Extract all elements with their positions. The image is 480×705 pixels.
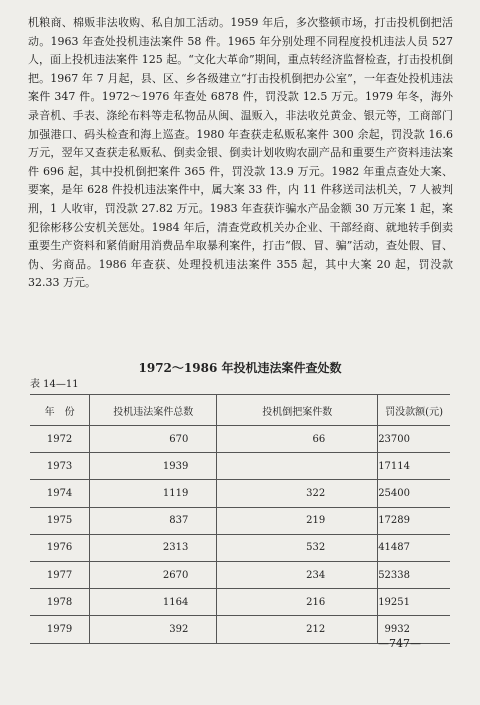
table-row: [30, 589, 450, 616]
fine-amount-cell: 23700: [378, 426, 450, 453]
total-cases-cell: 2313: [90, 534, 217, 561]
speculation-cases-cell: 212: [217, 616, 378, 643]
header-fine-amount: 罚没款额(元): [378, 395, 450, 426]
year-cell: 1979: [30, 616, 90, 643]
speculation-cases-cell: 234: [217, 561, 378, 588]
total-cases-cell: 1119: [90, 480, 217, 507]
year-cell: 1976: [30, 534, 90, 561]
case-statistics-table: [30, 394, 450, 644]
header-total-cases: 投机违法案件总数: [90, 395, 217, 426]
table-header-row: [30, 395, 450, 426]
year-cell: 1975: [30, 507, 90, 534]
total-cases-cell: 837: [90, 507, 217, 534]
table-row: [30, 426, 450, 453]
header-speculation-cases: 投机倒把案件数: [217, 395, 378, 426]
total-cases-cell: 670: [90, 426, 217, 453]
table-row: [30, 561, 450, 588]
fine-amount-cell: 19251: [378, 589, 450, 616]
year-cell: 1978: [30, 589, 90, 616]
paragraph: 机粮商、棉贩非法收购、私自加工活动。1959 年后，多次整顿市场，打击投机倒把活动。1963 年查处投机违法案件 58 件。1965 年分别处理不同程度投机违法人员 527 人，面上投机违法案件 125 起。“文化大革命”期间，重点转经济监督检查，打击投机倒把。1967 年 7 月起，县、区、乡各级建立“打击投机倒把办公室”，一年查处投机违法案件 347 件。1972～1976 年查处 6878 件，罚没款 12.5 万元。1979 年冬，海外录音机、手表、涤纶布料等走私物品从闽、温贩入，非法收兑黄金、银元等，工商部门加强港口、码头检查和海上巡查。1980 年查获走私贩私案件 300 余起，罚没款 16.6 万元，翌年又查获走私贩私、倒卖金银、倒卖计划收购农副产品和重要生产资料违法案件 696 起，其中投机倒把案件 365 件，罚没款 13.9 万元。1982 年重点查处大案、要案，是年 628 件投机违法案件中，属大案 33 件，内 11 件移送司法机关，7 人被判刑，1 人收审，罚没款 27.82 万元。1983 年查获诈骗水产品金额 30 万元案 1 起，案犯徐彬移公安机关惩处。1984 年后，清查党政机关办企业、干部经商、就地转手倒卖重要生产资料和紧俏耐用消费品牟取暴利案件，打击“假、冒、骗”活动，查处假、冒、伪、劣商品。1986 年查获、处理投机违法案件 355 起，其中大案 20 起，罚没款 32.33 万元。: [28, 16, 453, 290]
table-body: [30, 426, 450, 644]
table-row: [30, 453, 450, 480]
page-number: —747—: [378, 637, 421, 650]
fine-amount-cell: 25400: [378, 480, 450, 507]
table-label: 表 14—11: [30, 379, 79, 390]
year-cell: 1977: [30, 561, 90, 588]
year-cell: 1973: [30, 453, 90, 480]
total-cases-cell: 392: [90, 616, 217, 643]
speculation-cases-cell: 322: [217, 480, 378, 507]
total-cases-cell: 1164: [90, 589, 217, 616]
table-row: [30, 534, 450, 561]
speculation-cases-cell: 219: [217, 507, 378, 534]
year-cell: 1974: [30, 480, 90, 507]
fine-amount-cell: 17114: [378, 453, 450, 480]
fine-amount-cell: 17289: [378, 507, 450, 534]
fine-amount-cell: 41487: [378, 534, 450, 561]
fine-amount-cell: 52338: [378, 561, 450, 588]
table-title: 1972～1986 年投机违法案件查处数: [138, 361, 342, 375]
speculation-cases-cell: 216: [217, 589, 378, 616]
speculation-cases-cell: [217, 453, 378, 480]
year-cell: 1972: [30, 426, 90, 453]
table-row: [30, 480, 450, 507]
total-cases-cell: 2670: [90, 561, 217, 588]
fine-amount-cell: 9932: [378, 616, 450, 643]
speculation-cases-cell: 66: [217, 426, 378, 453]
speculation-cases-cell: 532: [217, 534, 378, 561]
body-text: [28, 14, 453, 293]
table-row: [30, 507, 450, 534]
total-cases-cell: 1939: [90, 453, 217, 480]
header-year: 年 份: [30, 395, 90, 426]
